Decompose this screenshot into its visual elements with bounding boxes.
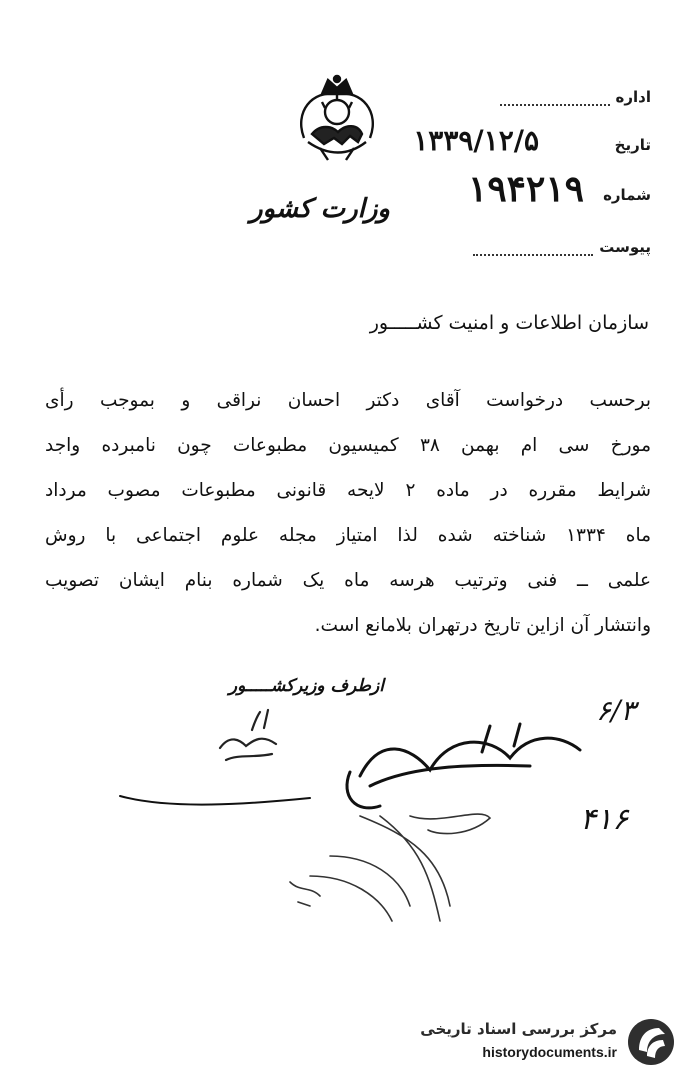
body-line: برحسب درخواست آقای دکتر احسان نراقی و بموجب رأی	[45, 390, 651, 411]
date-value: ۱۳۳۹/۱۲/۵	[413, 124, 539, 157]
lion-and-sun-emblem-icon	[292, 72, 382, 164]
office-field	[500, 88, 651, 106]
number-field	[603, 186, 651, 204]
attachment-dotted-line	[473, 254, 593, 256]
body-line: مورخ سی ام بهمن ۳۸ کمیسیون مطبوعات چون نامبرده واجد	[45, 435, 651, 456]
body-line: وانتشار آن ازاین تاریخ درتهران بلامانع است.	[314, 615, 651, 636]
body-line: ماه ۱۳۳۴ شناخته شده لذا امتیاز مجله علوم اجتماعی با روش	[45, 525, 652, 546]
archive-url: historydocuments.ir	[482, 1044, 617, 1060]
addressee: سازمان اطلاعات و امنیت کشـــــور	[369, 312, 649, 334]
reference-mark-2: ۴۱۶	[580, 802, 629, 837]
ministry-name: وزارت کشور	[250, 194, 390, 224]
archive-watermark	[383, 1012, 683, 1072]
reference-mark-1: ۶/۳	[596, 694, 636, 727]
number-value: ۱۹۴۲۱۹	[467, 168, 584, 210]
signature-from: ازطرف وزیرکشـــــور	[228, 676, 384, 696]
archive-logo-icon	[625, 1016, 677, 1068]
office-label: اداره	[615, 88, 651, 106]
number-label: شماره	[603, 186, 651, 204]
archive-title: مرکز بررسی اسناد تاریخی	[420, 1020, 617, 1038]
attachment-field	[473, 238, 651, 256]
office-dotted-line	[500, 104, 610, 106]
attachment-label: پیوست	[599, 238, 651, 256]
letter-body	[45, 378, 651, 648]
body-line: علمی ــ فنی وترتیب هرسه ماه یک شماره بنام ایشان تصویب	[45, 570, 651, 591]
date-label: تاریخ	[614, 136, 651, 154]
date-field	[615, 136, 651, 154]
body-line: شرایط مقرره در ماده ۲ لایحه قانونی مطبوعات مصوب مرداد	[45, 480, 651, 501]
